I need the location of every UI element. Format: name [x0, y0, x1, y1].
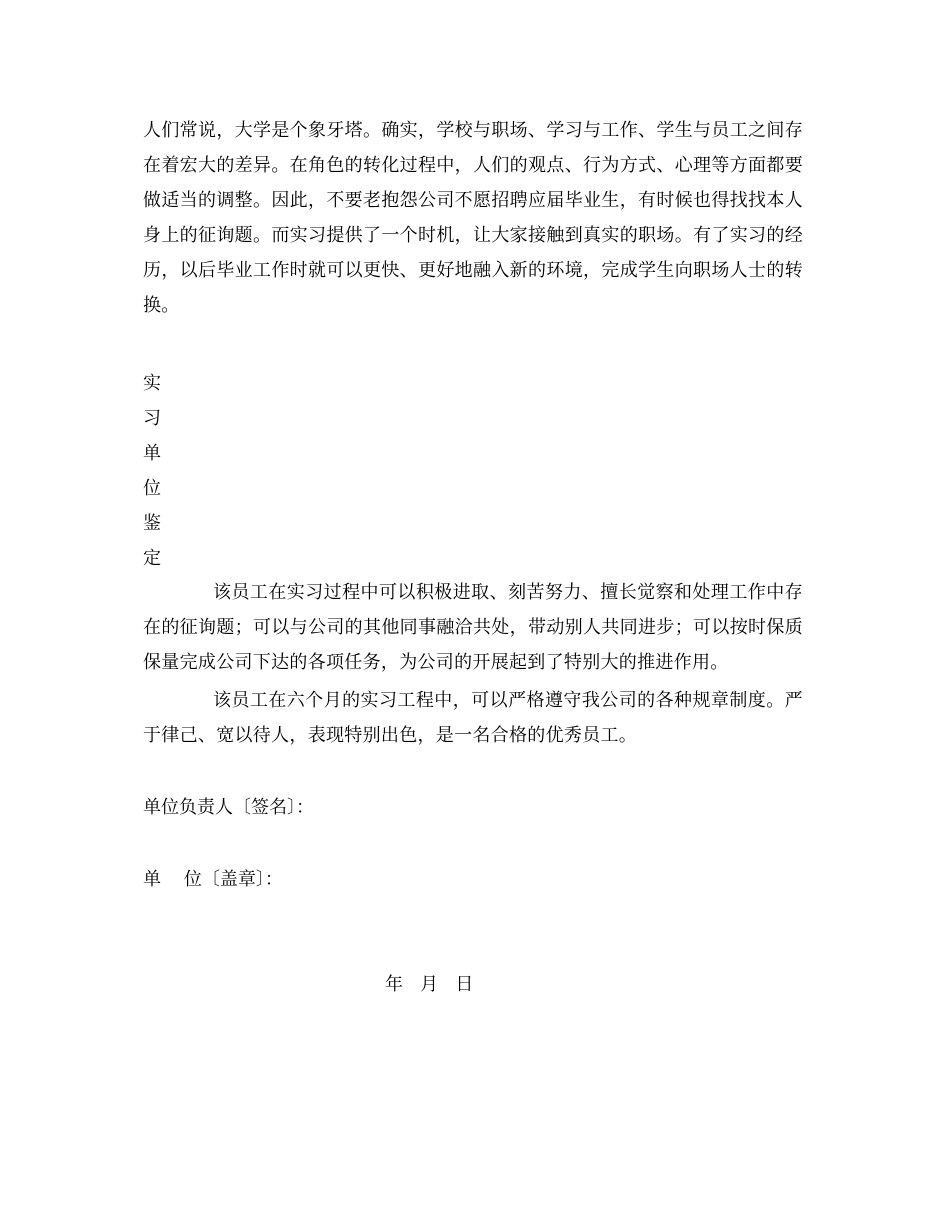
date-label: 年 月 日 — [385, 974, 474, 995]
heading-char: 鉴 — [143, 513, 161, 534]
heading-char: 定 — [143, 548, 161, 569]
heading-char: 习 — [143, 408, 161, 429]
evaluation-paragraph-1: 该员工在实习过程中可以积极进取、刻苦努力、擅长觉察和处理工作中存在的征询题；可以与公司的其他同事融洽共处，带动别人共同进步；可以按时保质保量完成公司下达的各项任务，为公司的开展起到了特别大的推进作用。 — [143, 582, 803, 673]
heading-char: 单 — [143, 443, 161, 464]
heading-char: 位 — [143, 478, 161, 499]
unit-seal-label: 单 位〔盖章〕： — [143, 869, 283, 890]
intro-paragraph: 人们常说，大学是个象牙塔。确实，学校与职场、学习与工作、学生与员工之间存在着宏大的差异。在角色的转化过程中，人们的观点、行为方式、心理等方面都要做适当的调整。因此，不要老抱怨公司不愿招聘应届毕业生，有时候也得找找本人身上的征询题。而实习提供了一个时机，让大家接触到真实的职场。有了实习的经历，以后毕业工作时就可以更快、更好地融入新的环境，完成学生向职场人士的转换。 — [143, 120, 803, 316]
section-heading-vertical — [143, 366, 173, 576]
heading-char: 实 — [143, 373, 161, 394]
evaluation-paragraph-2: 该员工在六个月的实习工程中，可以严格遵守我公司的各种规章制度。严于律己、宽以待人，表现特别出色，是一名合格的优秀员工。 — [143, 690, 803, 746]
leader-signature-label: 单位负责人〔签名〕： — [143, 797, 314, 818]
